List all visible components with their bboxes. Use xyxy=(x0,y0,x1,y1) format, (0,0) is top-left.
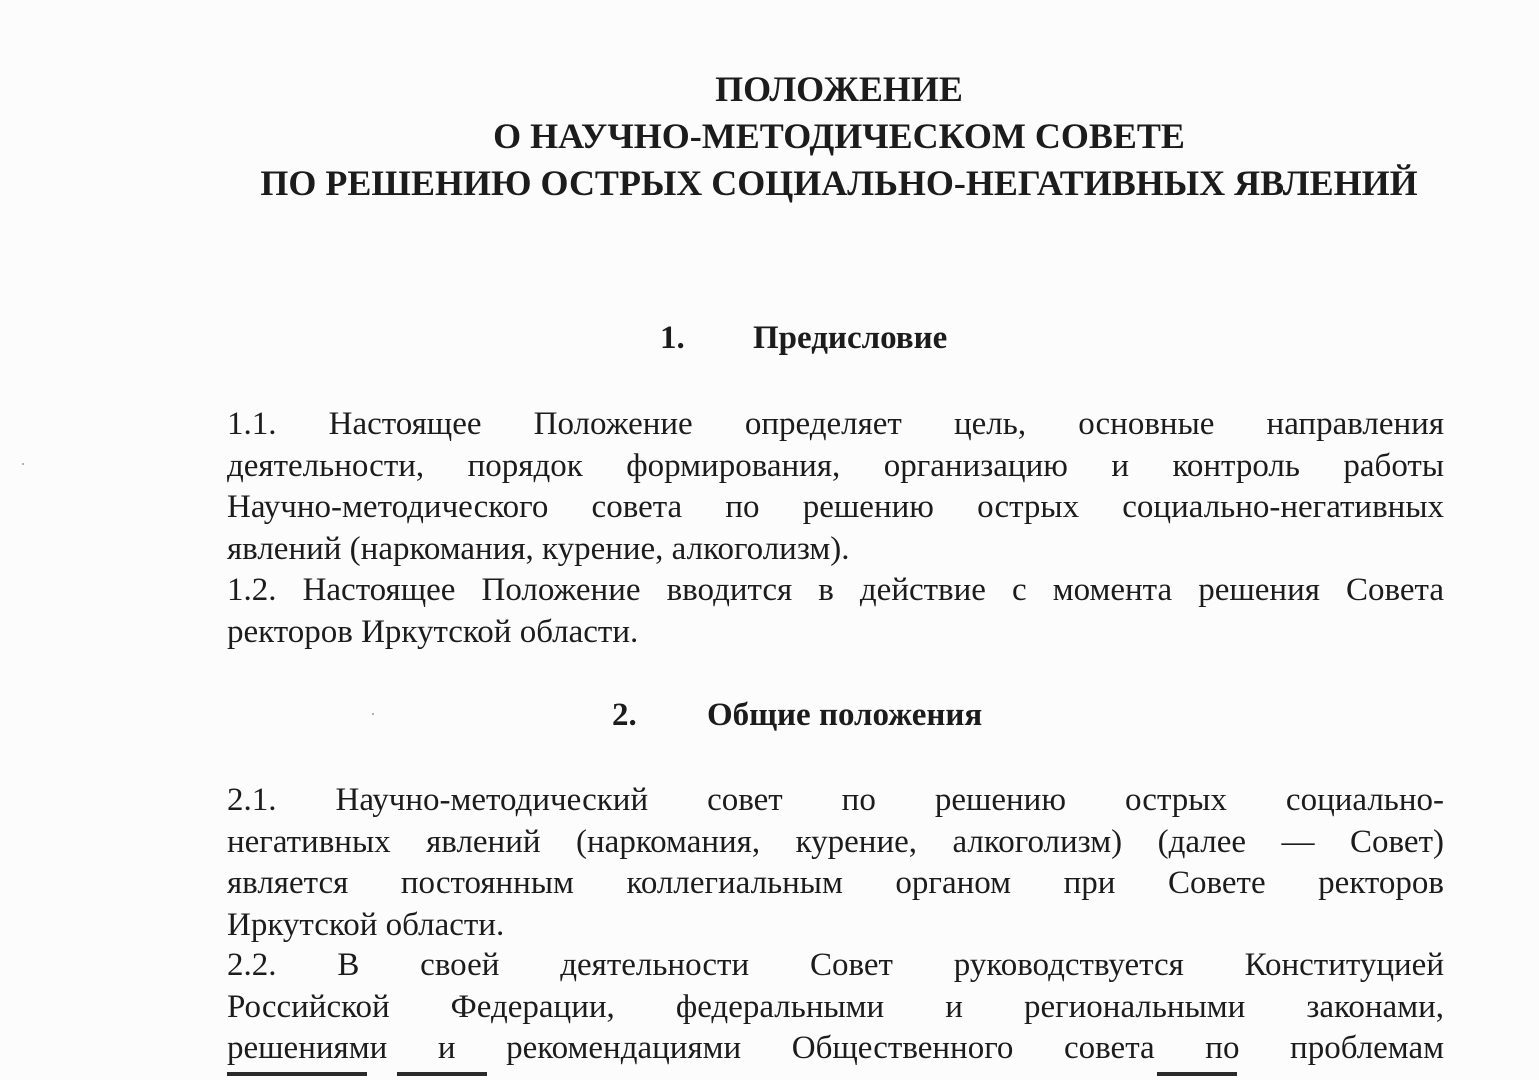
section-number: 1. xyxy=(660,320,685,356)
cropped-text-line xyxy=(227,1070,1444,1080)
text-line: деятельности, порядок формирования, организацию и контроль работы xyxy=(227,447,1444,484)
section-heading-1 xyxy=(660,320,947,357)
paragraph-1-2 xyxy=(227,570,1444,653)
section-number: 2. xyxy=(612,697,637,733)
text-line: Российской Федерации, федеральными и региональными законами, xyxy=(227,988,1444,1025)
text-line: ректоров Иркутской области. xyxy=(227,613,639,650)
text-line: 1.2. Настоящее Положение вводится в действие с момента решения Совета xyxy=(227,572,1444,608)
scan-speck xyxy=(22,463,24,465)
text-line: 1.1. Настоящее Положение определяет цель, основные направления xyxy=(227,406,1444,442)
title-line-3: ПО РЕШЕНИЮ ОСТРЫХ СОЦИАЛЬНО-НЕГАТИВНЫХ ЯВЛЕНИЙ xyxy=(260,163,1418,203)
text-line: явлений (наркомания, курение, алкоголизм). xyxy=(227,530,850,567)
paragraph-1-1 xyxy=(227,404,1444,570)
text-line: Иркутской области. xyxy=(227,906,505,943)
paragraph-2-2 xyxy=(227,945,1444,1070)
title-line-2: О НАУЧНО-МЕТОДИЧЕСКОМ СОВЕТЕ xyxy=(493,116,1185,156)
section-title: Общие положения xyxy=(707,697,983,733)
section-title: Предисловие xyxy=(753,320,948,356)
text-line: 2.2. В своей деятельности Совет руководствуется Конституцией xyxy=(227,947,1444,983)
document-title xyxy=(0,66,1539,207)
scan-speck xyxy=(372,713,374,715)
text-line: негативных явлений (наркомания, курение, алкоголизм) (далее — Совет) xyxy=(227,823,1444,860)
title-line-1: ПОЛОЖЕНИЕ xyxy=(715,69,963,109)
text-line: 2.1. Научно-методический совет по решению острых социально- xyxy=(227,782,1444,818)
text-line: решениями и рекомендациями Общественного совета по проблемам xyxy=(227,1030,1444,1066)
text-line: Научно-методического совета по решению острых социально-негативных xyxy=(227,489,1444,525)
text-line: является постоянным коллегиальным органом при Совете ректоров xyxy=(227,865,1444,901)
section-heading-2 xyxy=(612,697,982,734)
paragraph-2-1 xyxy=(227,780,1444,946)
